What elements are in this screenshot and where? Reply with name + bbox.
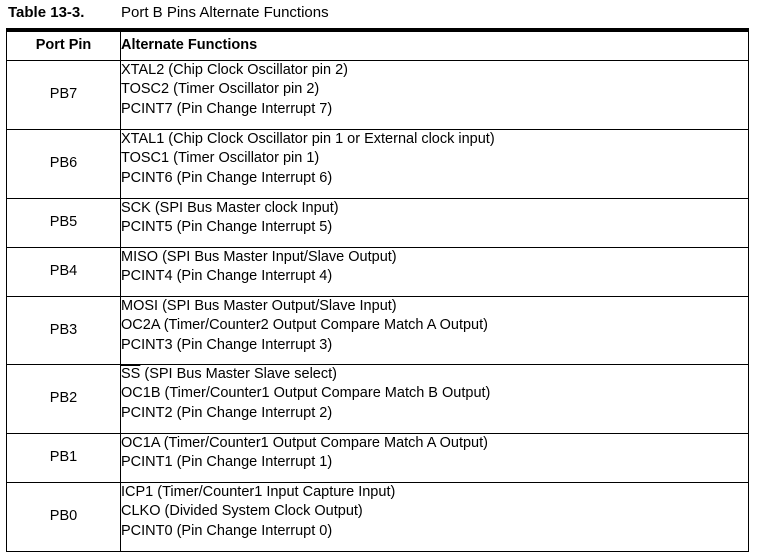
alternate-functions-cell <box>121 434 749 483</box>
function-line <box>121 404 748 423</box>
function-name: MOSI <box>121 298 159 314</box>
function-description: (Timer/Counter2 Output Compare Match A Output) <box>159 317 488 334</box>
alternate-functions-cell <box>121 130 749 199</box>
header-row <box>7 30 749 61</box>
function-name: PCINT3 <box>121 336 173 353</box>
function-description: (Pin Change Interrupt 1) <box>172 454 333 471</box>
function-line <box>121 483 748 502</box>
function-name: PCINT1 <box>121 454 173 471</box>
function-description: (SPI Bus Master clock Input) <box>150 200 339 216</box>
port-pin-cell: PB1 <box>7 434 121 483</box>
port-b-pins-table <box>6 28 749 552</box>
table-row <box>7 248 749 297</box>
function-line <box>121 248 748 267</box>
function-line <box>121 61 748 80</box>
function-name: PCINT7 <box>121 100 173 117</box>
function-line <box>121 80 748 99</box>
table-row <box>7 61 749 130</box>
function-description: (Timer/Counter1 Output Compare Match B Output) <box>160 385 491 402</box>
table-row <box>7 297 749 365</box>
function-line <box>121 149 748 168</box>
function-line <box>121 218 748 237</box>
function-description: (Pin Change Interrupt 2) <box>172 404 333 421</box>
function-line <box>121 297 748 316</box>
function-description: (Pin Change Interrupt 7) <box>172 100 333 117</box>
function-name: PCINT2 <box>121 404 173 421</box>
function-description: (Pin Change Interrupt 3) <box>172 336 333 353</box>
function-name: CLKO <box>121 503 161 520</box>
function-line <box>121 316 748 335</box>
alternate-functions-cell <box>121 297 749 365</box>
table-row <box>7 365 749 434</box>
table-title: Port B Pins Alternate Functions <box>121 4 329 21</box>
alternate-functions-cell <box>121 365 749 434</box>
function-name: PCINT5 <box>121 219 173 236</box>
alternate-functions-cell <box>121 199 749 248</box>
table-row <box>7 130 749 199</box>
function-name: OC1A <box>121 435 160 451</box>
function-name: OC1B <box>121 385 161 402</box>
function-description: (Pin Change Interrupt 4) <box>172 268 333 285</box>
function-description: (SPI Bus Master Output/Slave Input) <box>158 298 397 314</box>
function-line <box>121 384 748 403</box>
port-pin-cell: PB4 <box>7 248 121 297</box>
table-row <box>7 434 749 483</box>
function-line <box>121 267 748 286</box>
function-description: (Chip Clock Oscillator pin 2) <box>164 62 348 78</box>
function-name: SCK <box>121 200 151 216</box>
function-name: XTAL1 <box>121 131 165 147</box>
table-body <box>7 61 749 552</box>
function-name: PCINT6 <box>121 169 173 186</box>
function-description: (SPI Bus Master Slave select) <box>140 366 337 382</box>
function-name: MISO <box>121 249 159 265</box>
function-description: (Timer Oscillator pin 2) <box>169 81 320 98</box>
function-description: (Pin Change Interrupt 5) <box>172 219 333 236</box>
port-pin-cell: PB7 <box>7 61 121 130</box>
port-pin-header: Port Pin <box>7 30 121 61</box>
function-name: OC2A <box>121 317 160 334</box>
port-pin-cell: PB0 <box>7 483 121 552</box>
function-line <box>121 365 748 384</box>
alternate-functions-cell <box>121 483 749 552</box>
function-line <box>121 522 748 541</box>
table-caption <box>8 3 329 23</box>
alternate-functions-cell <box>121 61 749 130</box>
function-name: PCINT0 <box>121 522 173 539</box>
function-name: TOSC2 <box>121 81 170 98</box>
port-pin-cell: PB6 <box>7 130 121 199</box>
table-row <box>7 199 749 248</box>
function-description: (Timer Oscillator pin 1) <box>169 150 320 167</box>
function-name: TOSC1 <box>121 150 170 167</box>
function-description: (Pin Change Interrupt 0) <box>172 522 333 539</box>
function-line <box>121 453 748 472</box>
table-row <box>7 483 749 552</box>
function-line <box>121 434 748 453</box>
port-pin-cell: PB5 <box>7 199 121 248</box>
function-line <box>121 130 748 149</box>
function-line <box>121 100 748 119</box>
alternate-functions-cell <box>121 248 749 297</box>
function-name: $\overline{SS}$ <box>121 366 141 382</box>
function-name: ICP1 <box>121 484 154 500</box>
function-description: (Pin Change Interrupt 6) <box>172 169 333 186</box>
function-description: (SPI Bus Master Input/Slave Output) <box>158 249 397 265</box>
table-number: Table 13-3. <box>8 4 85 21</box>
alternate-functions-header: Alternate Functions <box>121 30 749 61</box>
function-line <box>121 169 748 188</box>
port-pin-cell: PB3 <box>7 297 121 365</box>
function-line <box>121 199 748 218</box>
function-name: PCINT4 <box>121 268 173 285</box>
function-description: (Chip Clock Oscillator pin 1 or External clock input) <box>164 131 495 147</box>
function-line <box>121 502 748 521</box>
function-description: (Timer/Counter1 Output Compare Match A Output) <box>159 435 488 451</box>
function-description: (Divided System Clock Output) <box>160 503 363 520</box>
function-description: (Timer/Counter1 Input Capture Input) <box>153 484 396 500</box>
function-name: XTAL2 <box>121 62 165 78</box>
port-pin-cell: PB2 <box>7 365 121 434</box>
function-line <box>121 336 748 355</box>
